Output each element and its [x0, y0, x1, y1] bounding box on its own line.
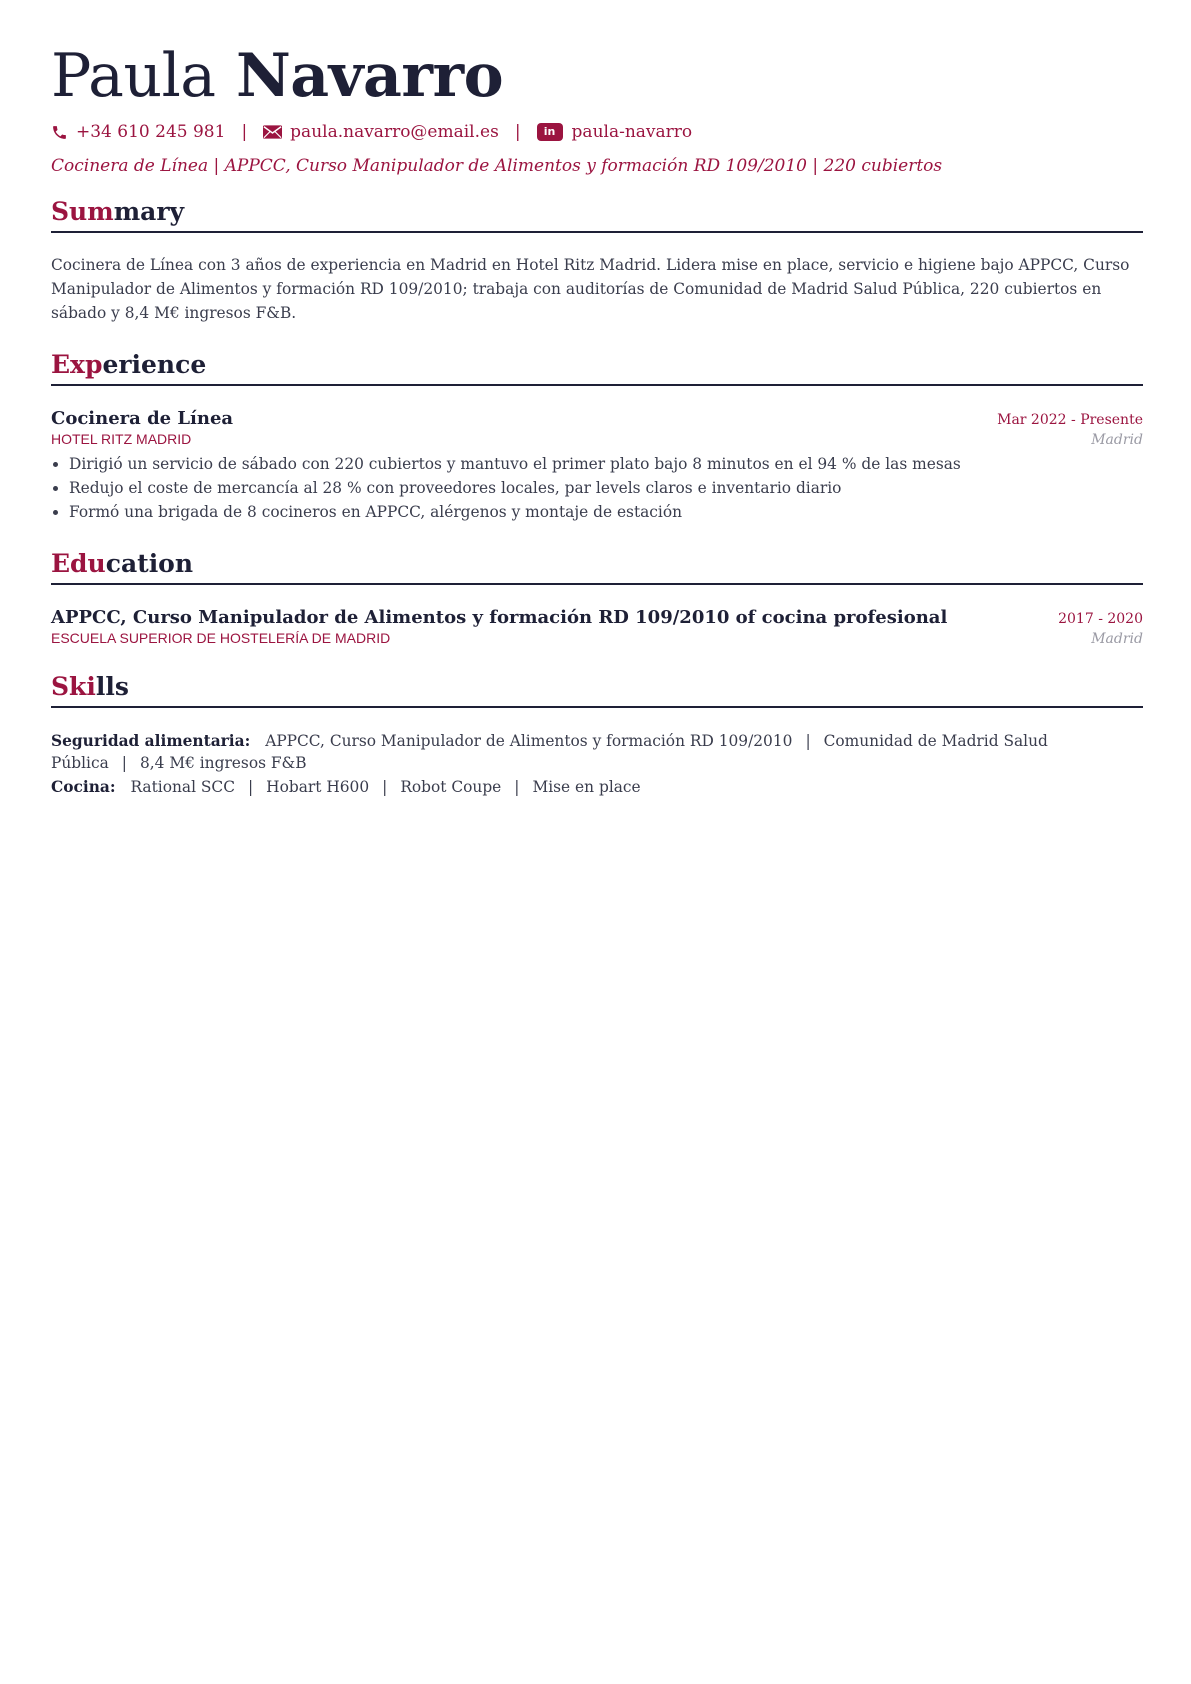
- entry-sub-row: [51, 429, 1143, 448]
- education-location: Madrid: [1091, 631, 1143, 647]
- entry-header-row: [51, 408, 1143, 429]
- first-name: Paula: [51, 41, 216, 111]
- skill-line-food-safety: [51, 730, 1143, 774]
- skill-line-kitchen: [51, 776, 1143, 798]
- skill-separator: |: [247, 778, 254, 796]
- skill-separator: |: [382, 778, 388, 796]
- degree-title: APPCC, Curso Manipulador de Alimentos y formación RD 109/2010 of cocina profesional: [51, 607, 948, 628]
- contact-email[interactable]: [263, 122, 499, 142]
- phone-text: +34 610 245 981: [76, 122, 226, 142]
- skill-separator: |: [514, 778, 520, 796]
- skills-block: [51, 730, 1143, 798]
- linkedin-text: paula-navarro: [571, 122, 693, 142]
- contact-linkedin[interactable]: [537, 122, 693, 142]
- heading-accent: Edu: [51, 549, 106, 578]
- skill-item: APPCC, Curso Manipulador de Alimentos y formación RD 109/2010: [265, 732, 793, 750]
- skill-item: Hobart H600: [266, 778, 370, 796]
- list-item: • Dirigió un servicio de sábado con 220 cubiertos y mantuvo el primer plato bajo 8 minutos en el 94 % de las mesas: [69, 452, 1143, 476]
- skill-label: Seguridad alimentaria:: [51, 732, 251, 750]
- contact-separator: |: [241, 122, 248, 142]
- heading-rest: lls: [95, 672, 129, 701]
- heading-accent: Exp: [51, 350, 103, 379]
- heading-accent: Ski: [51, 672, 96, 701]
- last-name: Navarro: [235, 41, 504, 111]
- job-location: Madrid: [1091, 432, 1143, 448]
- experience-entry: [51, 408, 1143, 524]
- skill-item: Mise en place: [532, 778, 641, 796]
- skill-item: 8,4 M€ ingresos F&B: [139, 754, 307, 772]
- candidate-name: [51, 40, 1143, 112]
- heading-rest: mary: [113, 197, 185, 226]
- skill-item: Robot Coupe: [400, 778, 502, 796]
- school-name: ESCUELA SUPERIOR DE HOSTELERÍA DE MADRID: [51, 630, 391, 646]
- education-dates: 2017 - 2020: [1058, 611, 1143, 627]
- contact-bar: [51, 118, 1143, 146]
- education-entry: [51, 607, 1143, 647]
- list-item: • Formó una brigada de 8 cocineros en APPCC, alérgenos y montaje de estación: [69, 500, 1143, 524]
- envelope-icon: [263, 125, 282, 139]
- contact-separator: |: [514, 122, 521, 142]
- skill-label: Cocina:: [51, 778, 116, 796]
- skill-separator: |: [805, 732, 811, 750]
- summary-heading: [51, 196, 1143, 233]
- heading-rest: cation: [105, 549, 194, 578]
- skill-item: Rational SCC: [130, 778, 235, 796]
- job-title: Cocinera de Línea: [51, 408, 234, 429]
- education-heading: [51, 548, 1143, 585]
- job-dates: Mar 2022 - Presente: [997, 412, 1143, 428]
- summary-text: Cocinera de Línea con 3 años de experiencia en Madrid en Hotel Ritz Madrid. Lidera mise en place, servicio e higiene bajo APPCC, Curso Manipulador de Alimentos y formación RD 109/2010; trabaja con auditorías de Comunidad de Madrid Salud Pública, 220 cubiertos en sábado y 8,4 M€ ingresos F&B.: [51, 256, 1130, 322]
- skill-item: Comunidad de Madrid Salud Pública: [51, 732, 1048, 772]
- list-item: • Redujo el coste de mercancía al 28 % con proveedores locales, par levels claros e inventario diario: [69, 476, 1143, 500]
- heading-rest: erience: [102, 350, 207, 379]
- entry-sub-row: [51, 628, 1143, 647]
- email-text: paula.navarro@email.es: [290, 122, 499, 142]
- skill-separator: |: [121, 754, 127, 772]
- phone-icon: [51, 124, 68, 141]
- skills-heading: [51, 671, 1143, 708]
- experience-heading: [51, 349, 1143, 386]
- linkedin-icon: in: [537, 123, 563, 141]
- company-name: HOTEL RITZ MADRID: [51, 431, 192, 447]
- tagline: Cocinera de Línea | APPCC, Curso Manipulador de Alimentos y formación RD 109/2010 | 220 cubiertos: [51, 156, 943, 176]
- contact-phone[interactable]: [51, 122, 225, 142]
- heading-accent: Sum: [51, 197, 114, 226]
- experience-bullets: [51, 452, 1143, 524]
- entry-header-row: [51, 607, 1143, 628]
